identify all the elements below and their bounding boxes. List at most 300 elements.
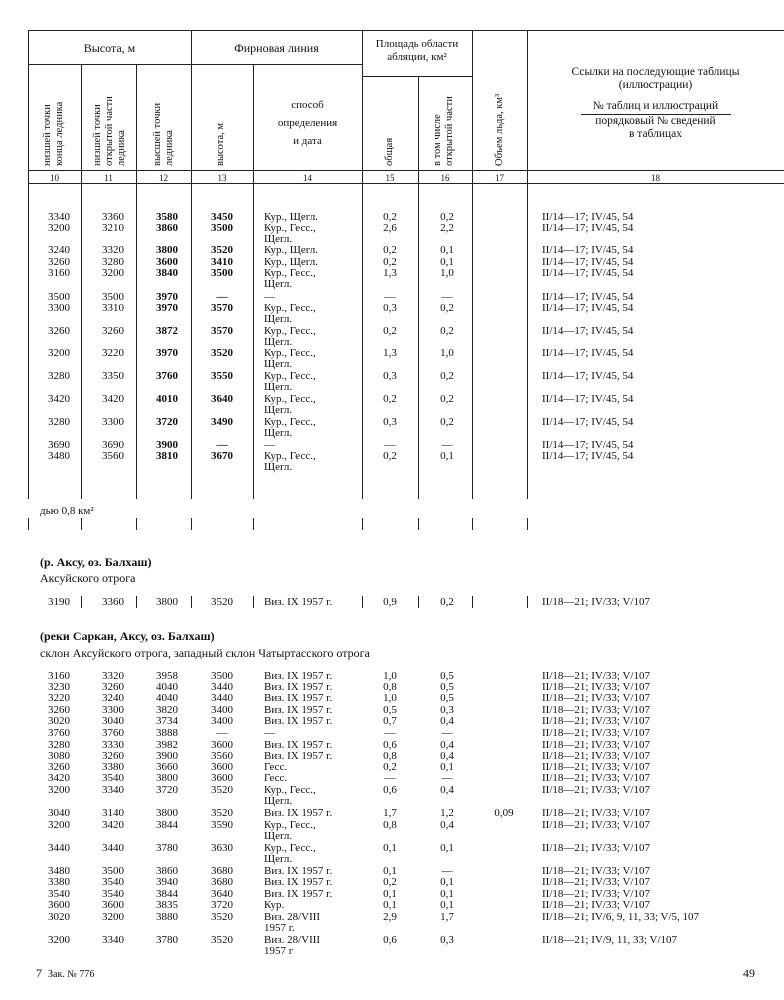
table-cell: 3040 xyxy=(102,715,124,727)
table-cell: II/18—21; IV/33; V/107 xyxy=(542,739,650,751)
section2-title: (р. Аксу, оз. Балхаш) xyxy=(40,555,152,569)
table-cell: 3240 xyxy=(48,244,70,256)
table-cell: 3680 xyxy=(211,876,233,888)
table-cell: Щегл. xyxy=(264,336,293,348)
table-cell: 0,3 xyxy=(383,416,397,428)
col-rule xyxy=(81,183,82,499)
col11-header: низшей точки открытой части ледника xyxy=(92,96,127,166)
table-cell: II/14—17; IV/45, 54 xyxy=(542,291,634,303)
table-cell: 0,2 xyxy=(440,302,454,314)
table-cell: 1,3 xyxy=(383,267,397,279)
table-cell: Виз. IX 1957 г. xyxy=(264,692,333,704)
table-cell: 3958 xyxy=(156,670,178,682)
table-cell: Щегл. xyxy=(264,233,293,245)
table-cell: 3840 xyxy=(156,267,178,279)
table-cell: 3200 xyxy=(48,819,70,831)
table-cell: — xyxy=(384,727,396,739)
table-cell: 3760 xyxy=(156,370,178,382)
table-cell: 3590 xyxy=(211,819,233,831)
table-cell: Кур., Гесс., xyxy=(264,393,316,405)
table-cell: 0,2 xyxy=(383,325,397,337)
table-cell: 3440 xyxy=(211,692,233,704)
col-rule xyxy=(527,183,528,499)
table-cell: 3280 xyxy=(48,416,70,428)
col-rule xyxy=(472,183,473,499)
table-cell: 3340 xyxy=(48,211,70,223)
table-cell: Кур., Гесс., xyxy=(264,784,316,796)
table-cell: 3940 xyxy=(156,876,178,888)
table-cell: 3400 xyxy=(211,704,233,716)
table-cell: 3260 xyxy=(48,256,70,268)
table-cell: — xyxy=(384,291,396,303)
col-divider xyxy=(136,64,137,183)
table-cell: 1,3 xyxy=(383,347,397,359)
table-cell: II/18—21; IV/33; V/107 xyxy=(542,876,650,888)
table-cell: 0,4 xyxy=(440,750,454,762)
col-tick xyxy=(418,596,419,608)
table-cell: 0,1 xyxy=(440,761,454,773)
table-cell: 3200 xyxy=(48,934,70,946)
table-cell: 3160 xyxy=(48,267,70,279)
table-cell: 0,2 xyxy=(440,393,454,405)
col16-header: в том числе открытой части xyxy=(432,96,455,166)
table-cell: 3200 xyxy=(102,911,124,923)
table-cell: II/18—21; IV/33; V/107 xyxy=(542,761,650,773)
col-rule xyxy=(418,183,419,499)
table-cell: 1957 г xyxy=(264,945,294,957)
ablation-group-title: Площадь области абляции, км² xyxy=(375,38,459,63)
table-cell: II/18—21; IV/33; V/107 xyxy=(542,784,650,796)
table-cell: Кур., Щегл. xyxy=(264,256,318,268)
table-cell: 0,2 xyxy=(383,211,397,223)
table-cell: 3200 xyxy=(48,784,70,796)
header-bottom-rule xyxy=(28,170,784,171)
table-cell: II/14—17; IV/45, 54 xyxy=(542,393,634,405)
table-cell: 3720 xyxy=(156,784,178,796)
table-cell: 3600 xyxy=(156,256,178,268)
table-cell: 0,1 xyxy=(440,899,454,911)
table-cell: 0,1 xyxy=(440,888,454,900)
table-cell: Кур., Гесс., xyxy=(264,302,316,314)
table-cell: 0,2 xyxy=(440,370,454,382)
table-cell: 0,1 xyxy=(383,842,397,854)
table-cell: 3560 xyxy=(102,450,124,462)
firn-group-rule xyxy=(191,64,362,65)
table-cell: 3680 xyxy=(211,865,233,877)
table-cell: 3260 xyxy=(48,704,70,716)
table-cell: Виз. IX 1957 г. xyxy=(264,865,333,877)
table-cell: 3040 xyxy=(48,807,70,819)
col15-header: общая xyxy=(384,137,395,166)
height-group-title: Высота, м xyxy=(83,41,136,55)
table-cell: 0,5 xyxy=(383,704,397,716)
table-cell: Виз. IX 1957 г. xyxy=(264,739,333,751)
table-cell: 0,2 xyxy=(383,256,397,268)
table-cell: 3500 xyxy=(211,670,233,682)
table-cell: Кур., Гесс., xyxy=(264,416,316,428)
table-cell: 3200 xyxy=(102,267,124,279)
table-cell: 3600 xyxy=(102,899,124,911)
table-cell: 3630 xyxy=(211,842,233,854)
table-cell: Щегл. xyxy=(264,404,293,416)
table-cell: 3480 xyxy=(48,450,70,462)
col-tick xyxy=(81,518,82,530)
table-cell: 0,2 xyxy=(383,244,397,256)
table-cell: — xyxy=(441,291,453,303)
table-cell: 3480 xyxy=(48,865,70,877)
col-rule xyxy=(253,183,254,499)
table-cell: — xyxy=(264,291,275,303)
table-cell: 3210 xyxy=(102,222,124,234)
area-note: дью 0,8 км² xyxy=(40,505,94,517)
table-cell: II/18—21; IV/33; V/107 xyxy=(542,899,650,911)
table-cell: Щегл. xyxy=(264,381,293,393)
table-cell: 1,2 xyxy=(440,807,454,819)
col-tick xyxy=(253,518,254,530)
table-cell: 3280 xyxy=(48,370,70,382)
table-cell: 3490 xyxy=(211,416,233,428)
table-cell: 3440 xyxy=(211,681,233,693)
table-cell: 3600 xyxy=(211,761,233,773)
table-cell: 3300 xyxy=(48,302,70,314)
table-cell: II/18—21; IV/33; V/107 xyxy=(542,888,650,900)
ablation-group-rule xyxy=(362,76,472,77)
table-cell: 3888 xyxy=(156,727,178,739)
table-cell: 3900 xyxy=(156,439,178,451)
table-cell: 3860 xyxy=(156,222,178,234)
table-cell: 3320 xyxy=(102,244,124,256)
table-cell: 3500 xyxy=(102,291,124,303)
table-cell: 3720 xyxy=(156,416,178,428)
table-cell: 0,6 xyxy=(383,934,397,946)
col-tick xyxy=(81,596,82,608)
table-cell: 3260 xyxy=(48,761,70,773)
table-cell: 3160 xyxy=(48,670,70,682)
table-cell: 3410 xyxy=(211,256,233,268)
table-cell: Щегл. xyxy=(264,853,293,865)
table-cell: 0,3 xyxy=(440,934,454,946)
table-cell: 3420 xyxy=(102,819,124,831)
table-cell: 3520 xyxy=(211,784,233,796)
col10-header: низшей точки конца ледника xyxy=(42,101,65,166)
table-cell: 2,6 xyxy=(383,222,397,234)
table-cell: 3844 xyxy=(156,819,178,831)
table-cell: 3982 xyxy=(156,739,178,751)
table-cell: Виз. IX 1957 г. xyxy=(264,715,333,727)
table-cell: 3560 xyxy=(211,750,233,762)
table-cell: Кур., Щегл. xyxy=(264,244,318,256)
table-cell: Щегл. xyxy=(264,830,293,842)
table-cell: — xyxy=(441,439,453,451)
table-cell: 3020 xyxy=(48,715,70,727)
table-cell: II/14—17; IV/45, 54 xyxy=(542,222,634,234)
column-number: 10 xyxy=(50,173,59,183)
table-cell: 1957 г. xyxy=(264,922,295,934)
table-cell: 3540 xyxy=(102,876,124,888)
table-cell: 0,1 xyxy=(383,899,397,911)
table-cell: Виз. IX 1957 г. xyxy=(264,670,333,682)
table-cell: II/14—17; IV/45, 54 xyxy=(542,211,634,223)
col-divider xyxy=(418,76,419,183)
table-cell: 0,4 xyxy=(440,739,454,751)
column-number: 12 xyxy=(159,173,168,183)
table-cell: 3800 xyxy=(156,596,178,608)
col-tick xyxy=(362,518,363,530)
table-cell: 3500 xyxy=(211,222,233,234)
table-cell: 3780 xyxy=(156,842,178,854)
table-cell: II/18—21; IV/33; V/107 xyxy=(542,596,650,608)
table-cell: 0,1 xyxy=(440,842,454,854)
table-cell: Гесс. xyxy=(264,772,288,784)
table-cell: 3140 xyxy=(102,807,124,819)
table-cell: 3520 xyxy=(211,596,233,608)
table-cell: Виз. IX 1957 г. xyxy=(264,807,333,819)
table-cell: — xyxy=(264,727,275,739)
table-cell: 3800 xyxy=(156,244,178,256)
table-cell: 3220 xyxy=(48,692,70,704)
table-cell: 3580 xyxy=(156,211,178,223)
table-cell: 3780 xyxy=(156,934,178,946)
table-cell: Виз. IX 1957 г. xyxy=(264,681,333,693)
table-cell: 0,1 xyxy=(383,865,397,877)
column-number: 11 xyxy=(104,173,113,183)
table-cell: 3260 xyxy=(102,325,124,337)
table-cell: — xyxy=(216,727,228,739)
table-cell: 0,7 xyxy=(383,715,397,727)
table-cell: 3310 xyxy=(102,302,124,314)
table-cell: Кур., Гесс., xyxy=(264,842,316,854)
table-cell: 3380 xyxy=(48,876,70,888)
table-cell: 3570 xyxy=(211,302,233,314)
table-cell: II/14—17; IV/45, 54 xyxy=(542,347,634,359)
table-cell: 3440 xyxy=(102,842,124,854)
table-cell: 0,3 xyxy=(383,302,397,314)
table-cell: 3550 xyxy=(211,370,233,382)
table-cell: II/14—17; IV/45, 54 xyxy=(542,450,634,462)
table-cell: II/18—21; IV/33; V/107 xyxy=(542,715,650,727)
table-cell: 3970 xyxy=(156,291,178,303)
table-cell: 3720 xyxy=(211,899,233,911)
table-cell: 3844 xyxy=(156,888,178,900)
table-cell: 3640 xyxy=(211,888,233,900)
table-cell: 0,1 xyxy=(440,450,454,462)
table-cell: 3872 xyxy=(156,325,178,337)
table-cell: II/18—21; IV/33; V/107 xyxy=(542,772,650,784)
table-cell: 0,1 xyxy=(440,876,454,888)
table-cell: 3260 xyxy=(48,325,70,337)
table-cell: 3760 xyxy=(102,727,124,739)
table-cell: 3800 xyxy=(156,807,178,819)
table-cell: 3330 xyxy=(102,739,124,751)
table-cell: 3500 xyxy=(211,267,233,279)
table-cell: 3020 xyxy=(48,911,70,923)
table-cell: 2,9 xyxy=(383,911,397,923)
table-cell: 0,6 xyxy=(383,784,397,796)
table-cell: Виз. IX 1957 г. xyxy=(264,876,333,888)
table-cell: 3380 xyxy=(102,761,124,773)
table-cell: 0,2 xyxy=(440,416,454,428)
table-cell: Виз. 28/VIII xyxy=(264,934,321,946)
section2-subtitle: Аксуйского отрога xyxy=(40,571,136,585)
table-cell: 3520 xyxy=(211,934,233,946)
column-numbers-rule xyxy=(28,183,784,184)
table-cell: 3540 xyxy=(48,888,70,900)
table-cell: Щегл. xyxy=(264,278,293,290)
table-cell: 3820 xyxy=(156,704,178,716)
table-cell: Кур., Гесс., xyxy=(264,325,316,337)
table-cell: 0,2 xyxy=(383,450,397,462)
table-cell: 3810 xyxy=(156,450,178,462)
table-cell: — xyxy=(384,439,396,451)
table-cell: 4040 xyxy=(156,681,178,693)
page-number: 49 xyxy=(743,966,755,980)
column-number: 14 xyxy=(303,173,312,183)
table-cell: 0,3 xyxy=(440,704,454,716)
table-cell: 3690 xyxy=(48,439,70,451)
table-cell: 3340 xyxy=(102,784,124,796)
table-cell: — xyxy=(216,291,228,303)
table-cell: 3520 xyxy=(211,911,233,923)
table-cell: 3734 xyxy=(156,715,178,727)
table-cell: 3690 xyxy=(102,439,124,451)
col-rule xyxy=(362,183,363,499)
table-cell: 3800 xyxy=(156,772,178,784)
table-cell: II/18—21; IV/9, 11, 33; V/107 xyxy=(542,934,678,946)
column-number: 13 xyxy=(217,173,227,183)
table-cell: — xyxy=(264,439,275,451)
table-cell: Виз. IX 1957 г. xyxy=(264,888,333,900)
table-cell: 3640 xyxy=(211,393,233,405)
col-tick xyxy=(472,518,473,530)
table-cell: Кур., Гесс., xyxy=(264,347,316,359)
table-cell: Кур., Щегл. xyxy=(264,211,318,223)
table-cell: II/18—21; IV/33; V/107 xyxy=(542,681,650,693)
table-cell: II/14—17; IV/45, 54 xyxy=(542,267,634,279)
table-cell: II/14—17; IV/45, 54 xyxy=(542,325,634,337)
table-cell: II/14—17; IV/45, 54 xyxy=(542,416,634,428)
table-cell: — xyxy=(441,727,453,739)
table-cell: Щегл. xyxy=(264,358,293,370)
column-number: 15 xyxy=(385,173,395,183)
col-tick xyxy=(191,518,192,530)
table-cell: Кур. xyxy=(264,899,285,911)
column-number: 18 xyxy=(651,173,660,183)
table-cell: II/18—21; IV/33; V/107 xyxy=(542,692,650,704)
table-cell: 3540 xyxy=(102,888,124,900)
col-tick xyxy=(362,596,363,608)
table-cell: II/18—21; IV/33; V/107 xyxy=(542,865,650,877)
col-tick xyxy=(136,518,137,530)
table-cell: Щегл. xyxy=(264,461,293,473)
table-cell: 3600 xyxy=(211,772,233,784)
table-cell: 0,1 xyxy=(383,888,397,900)
table-cell: 3350 xyxy=(102,370,124,382)
table-cell: Щегл. xyxy=(264,427,293,439)
col18-header: Ссылки на последующие таблицы (иллюстрации) № таблиц и иллюстраций порядковый № сведений в таблицах xyxy=(571,66,740,140)
table-cell: II/14—17; IV/45, 54 xyxy=(542,302,634,314)
table-cell: II/14—17; IV/45, 54 xyxy=(542,370,634,382)
table-cell: 3240 xyxy=(102,692,124,704)
table-cell: 0,09 xyxy=(494,807,514,819)
col-divider xyxy=(81,64,82,183)
table-cell: II/18—21; IV/33; V/107 xyxy=(542,750,650,762)
table-cell: 0,2 xyxy=(383,393,397,405)
table-cell: 3880 xyxy=(156,911,178,923)
table-cell: 0,5 xyxy=(440,681,454,693)
table-cell: 3970 xyxy=(156,302,178,314)
table-cell: 0,2 xyxy=(440,325,454,337)
table-cell: 0,8 xyxy=(383,819,397,831)
table-cell: 3320 xyxy=(102,670,124,682)
table-cell: Виз. IX 1957 г. xyxy=(264,750,333,762)
col-rule xyxy=(136,183,137,499)
table-cell: 1,0 xyxy=(383,692,397,704)
table-cell: 4010 xyxy=(156,393,178,405)
table-cell: 0,4 xyxy=(440,784,454,796)
table-cell: 3500 xyxy=(48,291,70,303)
table-cell: 0,8 xyxy=(383,681,397,693)
table-cell: 0,1 xyxy=(440,256,454,268)
col-divider xyxy=(472,30,473,183)
table-cell: 3260 xyxy=(102,750,124,762)
section3-title: (реки Саркан, Аксу, оз. Балхаш) xyxy=(40,629,215,643)
table-cell: — xyxy=(441,865,453,877)
col12-header: высшей точки ледника xyxy=(152,102,175,166)
header-top-rule xyxy=(28,30,784,31)
table-cell: 3440 xyxy=(48,842,70,854)
table-cell: 3500 xyxy=(102,865,124,877)
table-cell: 0,8 xyxy=(383,750,397,762)
col-tick xyxy=(418,518,419,530)
table-cell: Кур., Гесс., xyxy=(264,222,316,234)
table-cell: Виз. 28/VIII xyxy=(264,911,321,923)
table-cell: 1,0 xyxy=(440,347,454,359)
table-cell: 3190 xyxy=(48,596,70,608)
table-cell: 4040 xyxy=(156,692,178,704)
table-cell: II/18—21; IV/33; V/107 xyxy=(542,842,650,854)
col-tick xyxy=(472,596,473,608)
table-cell: 0,3 xyxy=(383,370,397,382)
table-cell: 3660 xyxy=(156,761,178,773)
table-cell: 3400 xyxy=(211,715,233,727)
table-cell: 1,0 xyxy=(383,670,397,682)
table-cell: — xyxy=(441,772,453,784)
table-cell: 3600 xyxy=(211,739,233,751)
section3-subtitle: склон Аксуйского отрога, западный склон Чатыртасского отрога xyxy=(40,646,370,660)
table-cell: Кур., Гесс., xyxy=(264,267,316,279)
table-cell: Виз. IX 1957 г. xyxy=(264,596,333,608)
table-cell: 2,2 xyxy=(440,222,454,234)
table-cell: II/18—21; IV/33; V/107 xyxy=(542,807,650,819)
table-cell: 3360 xyxy=(102,211,124,223)
table-cell: 3340 xyxy=(102,934,124,946)
table-cell: 3860 xyxy=(156,865,178,877)
table-cell: II/14—17; IV/45, 54 xyxy=(542,439,634,451)
table-cell: 3420 xyxy=(102,393,124,405)
table-cell: 1,7 xyxy=(383,807,397,819)
table-cell: II/18—21; IV/33; V/107 xyxy=(542,704,650,716)
table-cell: 3200 xyxy=(48,347,70,359)
table-cell: 3220 xyxy=(102,347,124,359)
table-cell: 3200 xyxy=(48,222,70,234)
table-cell: 0,2 xyxy=(383,761,397,773)
table-cell: 3230 xyxy=(48,681,70,693)
table-cell: 0,5 xyxy=(440,670,454,682)
table-cell: 0,4 xyxy=(440,715,454,727)
table-cell: II/18—21; IV/6, 9, 11, 33; V/5, 107 xyxy=(542,911,700,923)
table-cell: II/18—21; IV/33; V/107 xyxy=(542,727,650,739)
table-cell: 3570 xyxy=(211,325,233,337)
